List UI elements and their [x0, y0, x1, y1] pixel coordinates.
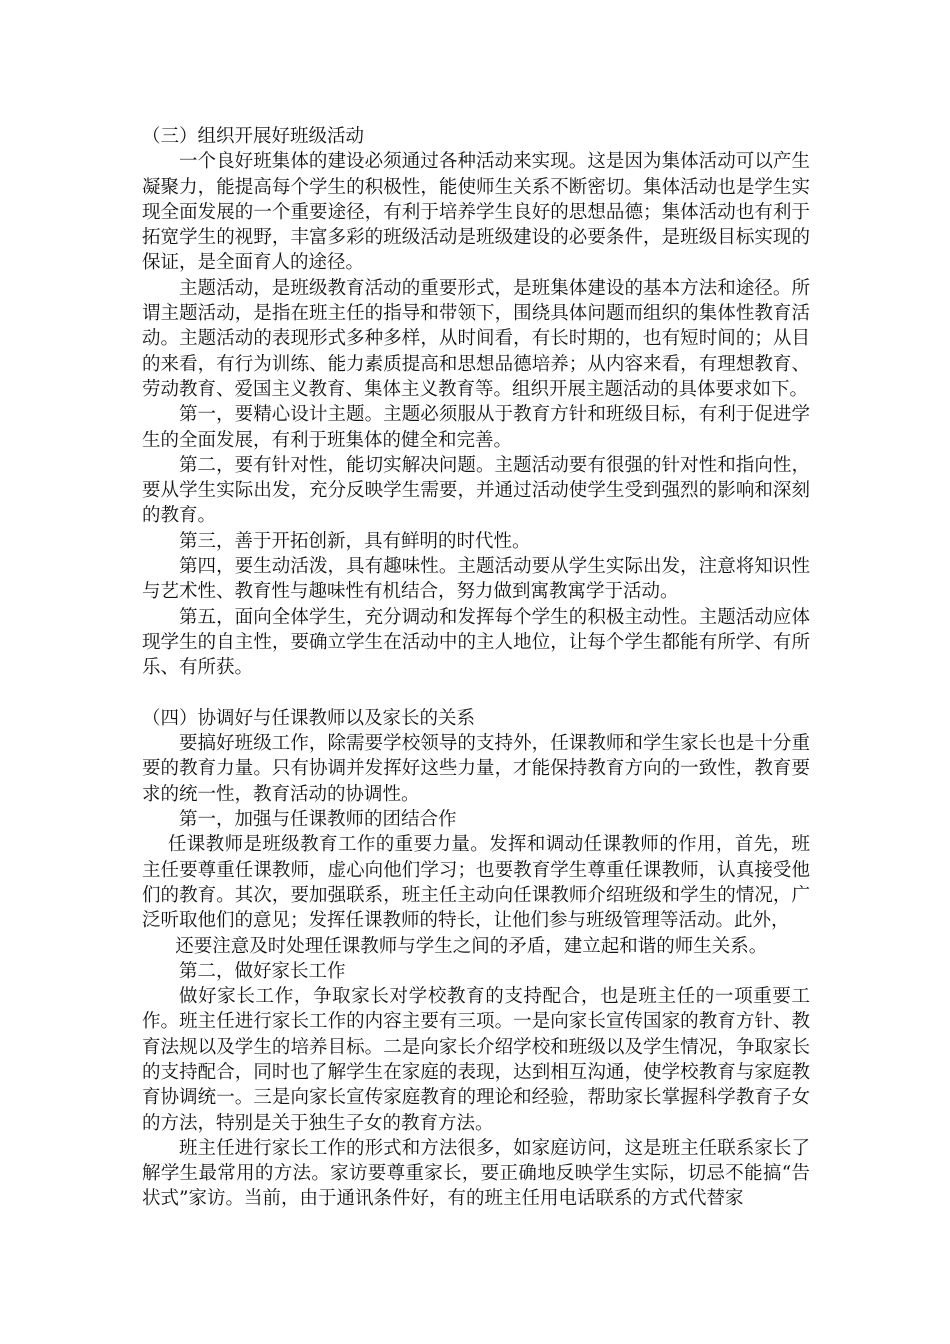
- paragraph-theme-activities: 主题活动，是班级教育活动的重要形式，是班集体建设的基本方法和途径。所谓主题活动，是指在班主任的指导和带领下，围绕具体问题而组织的集体性教育活动。主题活动的表现形式多种多样，从时间看，有长时期的，也有短时间的；从目的来看，有行为训练、能力素质提高和思想品德培养；从内容来看，有理想教育、劳动教育、爱国主义教育、集体主义教育等。组织开展主题活动的具体要求如下。: [142, 277, 810, 400]
- paragraph-requirement-2: 第二，要有针对性，能切实解决问题。主题活动要有很强的针对性和指向性，要从学生实际出发，充分反映学生需要，并通过活动使学生受到强烈的影响和深刻的教育。: [142, 454, 810, 527]
- paragraph-parent-work-content: 做好家长工作，争取家长对学校教育的支持配合，也是班主任的一项重要工作。班主任进行家长工作的内容主要有三项。一是向家长宣传国家的教育方针、教育法规以及学生的培养目标。二是向家长介绍学校和班级以及学生情况，争取家长的支持配合，同时也了解学生在家庭的表现，达到相互沟通，使学校教育与家庭教育协调统一。三是向家长宣传家庭教育的理论和经验，帮助家长掌握科学教育子女的方法，特别是关于独生子女的教育方法。: [142, 986, 810, 1134]
- section-heading-coordination: （四）协调好与任课教师以及家长的关系: [142, 707, 476, 729]
- subheading-teacher-cooperation: 第一，加强与任课教师的团结合作: [179, 809, 457, 831]
- paragraph-requirement-1: 第一，要精心设计主题。主题必须服从于教育方针和班级目标，有利于促进学生的全面发展，有利于班集体的健全和完善。: [142, 404, 810, 451]
- paragraph-requirement-4: 第四，要生动活泼，具有趣味性。主题活动要从学生实际出发，注意将知识性与艺术性、教育性与趣味性有机结合，努力做到寓教寓学于活动。: [142, 556, 810, 603]
- section-spacer: [142, 681, 810, 706]
- subheading-parent-work: 第二，做好家长工作: [179, 960, 346, 982]
- paragraph-requirement-5: 第五，面向全体学生，充分调动和发挥每个学生的积极主动性。主题活动应体现学生的自主性，要确立学生在活动中的主人地位，让每个学生都能有所学、有所乐、有所获。: [142, 606, 810, 679]
- paragraph-requirement-3: 第三，善于开拓创新，具有鲜明的时代性。: [179, 530, 531, 552]
- section-heading-activities: （三）组织开展好班级活动: [142, 126, 365, 147]
- document-body: [142, 124, 810, 1212]
- paragraph-class-activities-intro: 一个良好班集体的建设必须通过各种活动来实现。这是因为集体活动可以产生凝聚力，能提高每个学生的积极性，能使师生关系不断密切。集体活动也是学生实现全面发展的一个重要途径，有利于培养学生良好的思想品德；集体活动也有利于拓宽学生的视野，丰富多彩的班级活动是班级建设的必要条件，是班级目标实现的保证，是全面育人的途径。: [142, 151, 810, 274]
- paragraph-coordination-intro: 要搞好班级工作，除需要学校领导的支持外，任课教师和学生家长也是十分重要的教育力量。只有协调并发挥好这些力量，才能保持教育方向的一致性，教育要求的统一性，教育活动的协调性。: [142, 733, 810, 805]
- paragraph-teacher-cooperation-tail: 还要注意及时处理任课教师与学生之间的矛盾，建立起和谐的师生关系。: [175, 935, 768, 957]
- paragraph-parent-work-methods: 班主任进行家长工作的形式和方法很多，如家庭访问，这是班主任联系家长了解学生最常用的方法。家访要尊重家长，要正确地反映学生实际，切忌不能搞“告状式”家访。当前，由于通讯条件好，有的班主任用电话联系的方式代替家: [142, 1137, 810, 1210]
- paragraph-teacher-cooperation: 任课教师是班级教育工作的重要力量。发挥和调动任课教师的作用，首先，班主任要尊重任课教师，虚心向他们学习；也要教育学生尊重任课教师，认真接受他们的教育。其次，要加强联系，班主任主动向任课教师介绍班级和学生的情况，广泛听取他们的意见；发挥任课教师的特长，让他们参与班级管理等活动。此外，: [142, 834, 810, 932]
